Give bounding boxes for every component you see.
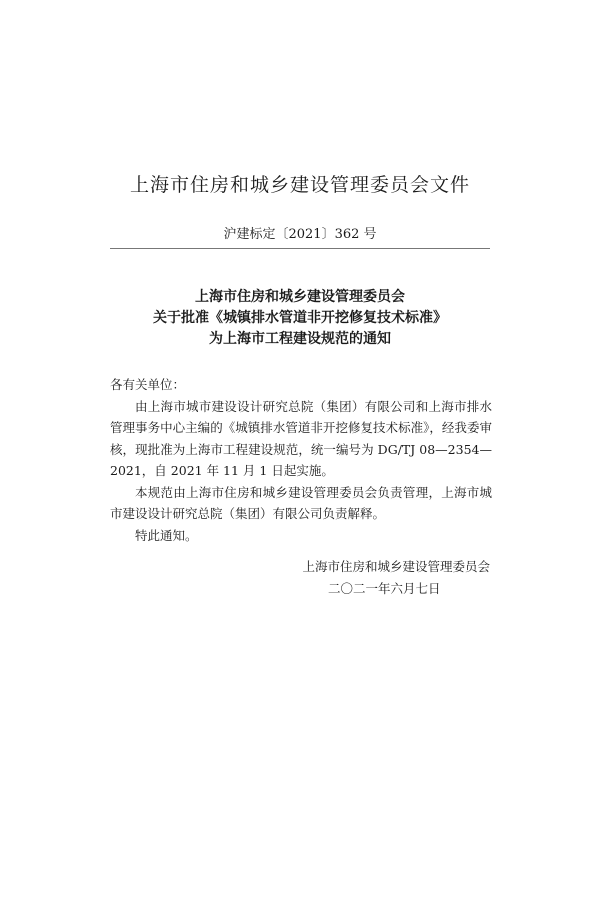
signature-date: 二〇二一年六月七日 bbox=[328, 581, 441, 596]
title-line: 为上海市工程建设规范的通知 bbox=[209, 331, 391, 347]
signature-block bbox=[280, 556, 490, 600]
issuer-header: 上海市住房和城乡建设管理委员会文件 bbox=[129, 174, 470, 196]
body-paragraph: 本规范由上海市住房和城乡建设管理委员会负责管理，上海市城市建设设计研究总院（集团）有限公司负责解释。 bbox=[110, 484, 492, 521]
signature-org: 上海市住房和城乡建设管理委员会 bbox=[302, 559, 490, 574]
header-divider bbox=[110, 248, 490, 249]
closing-line: 特此通知。 bbox=[135, 527, 198, 543]
title-line: 上海市住房和城乡建设管理委员会 bbox=[195, 289, 405, 305]
notice-body bbox=[110, 374, 492, 546]
salutation: 各有关单位： bbox=[110, 377, 186, 392]
document-number: 沪建标定〔2021〕362 号 bbox=[223, 227, 377, 242]
title-line: 关于批准《城镇排水管道非开挖修复技术标准》 bbox=[153, 310, 447, 326]
notice-title bbox=[0, 287, 600, 350]
body-paragraph: 由上海市城市建设设计研究总院（集团）有限公司和上海市排水管理事务中心主编的《城镇排水管道非开挖修复技术标准》，经我委审核，现批准为上海市工程建设规范，统一编号为 DG/TJ 08—2354—2021，自 2021 年 11 月 1 日起实施。 bbox=[110, 398, 492, 478]
